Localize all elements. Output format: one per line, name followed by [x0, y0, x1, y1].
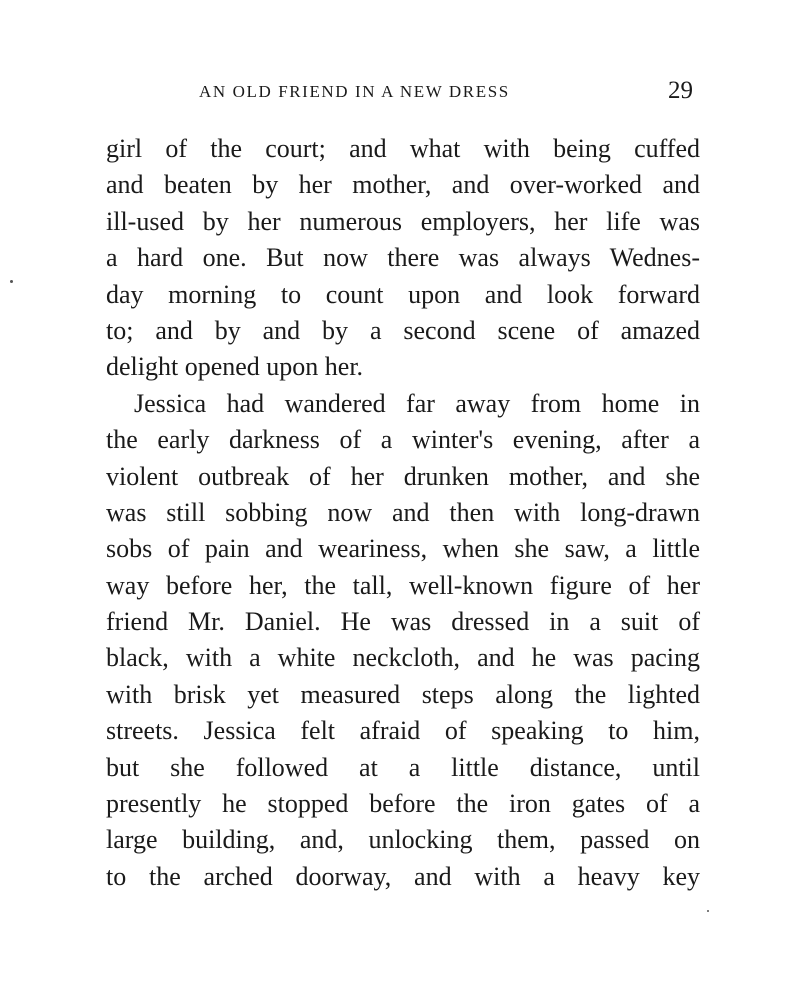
scan-speck [10, 280, 13, 283]
body-text [106, 131, 700, 895]
scan-speck [707, 910, 709, 912]
text-line: and beaten by her mother, and over-worked and [106, 170, 700, 200]
text-line: girl of the court; and what with being cuffed [106, 134, 700, 163]
text-line: large building, and, unlocking them, passed on [106, 825, 700, 855]
text-line: the early darkness of a winter's evening, after a [106, 425, 700, 455]
paragraph-first-line: Jessica had wandered far away from home in [134, 388, 700, 418]
text-line: ill-used by her numerous employers, her life was [106, 206, 700, 236]
text-line: day morning to count upon and look forward [106, 279, 700, 309]
text-line: streets. Jessica felt afraid of speaking to him, [106, 716, 700, 746]
text-line: violent outbreak of her drunken mother, and she [106, 461, 700, 491]
page-number: 29 [668, 77, 693, 104]
text-line: but she followed at a little distance, until [106, 752, 700, 782]
text-line: black, with a white neckcloth, and he was pacing [106, 643, 700, 673]
text-line: a hard one. But now there was always Wednes- [106, 243, 700, 273]
running-title: AN OLD FRIEND IN A NEW DRESS [199, 82, 510, 101]
text-line: to the arched doorway, and with a heavy key [106, 861, 700, 891]
paragraph-end-line: delight opened upon her. [106, 352, 364, 382]
text-line: was still sobbing now and then with long-drawn [106, 497, 700, 527]
text-line: with brisk yet measured steps along the lighted [106, 679, 700, 709]
running-head [0, 77, 791, 110]
text-line: friend Mr. Daniel. He was dressed in a suit of [106, 607, 700, 637]
text-line: sobs of pain and weariness, when she saw, a little [106, 534, 700, 564]
text-line: to; and by and by a second scene of amazed [106, 315, 700, 345]
text-line: way before her, the tall, well-known figure of her [106, 570, 700, 600]
text-line: presently he stopped before the iron gates of a [106, 789, 700, 819]
